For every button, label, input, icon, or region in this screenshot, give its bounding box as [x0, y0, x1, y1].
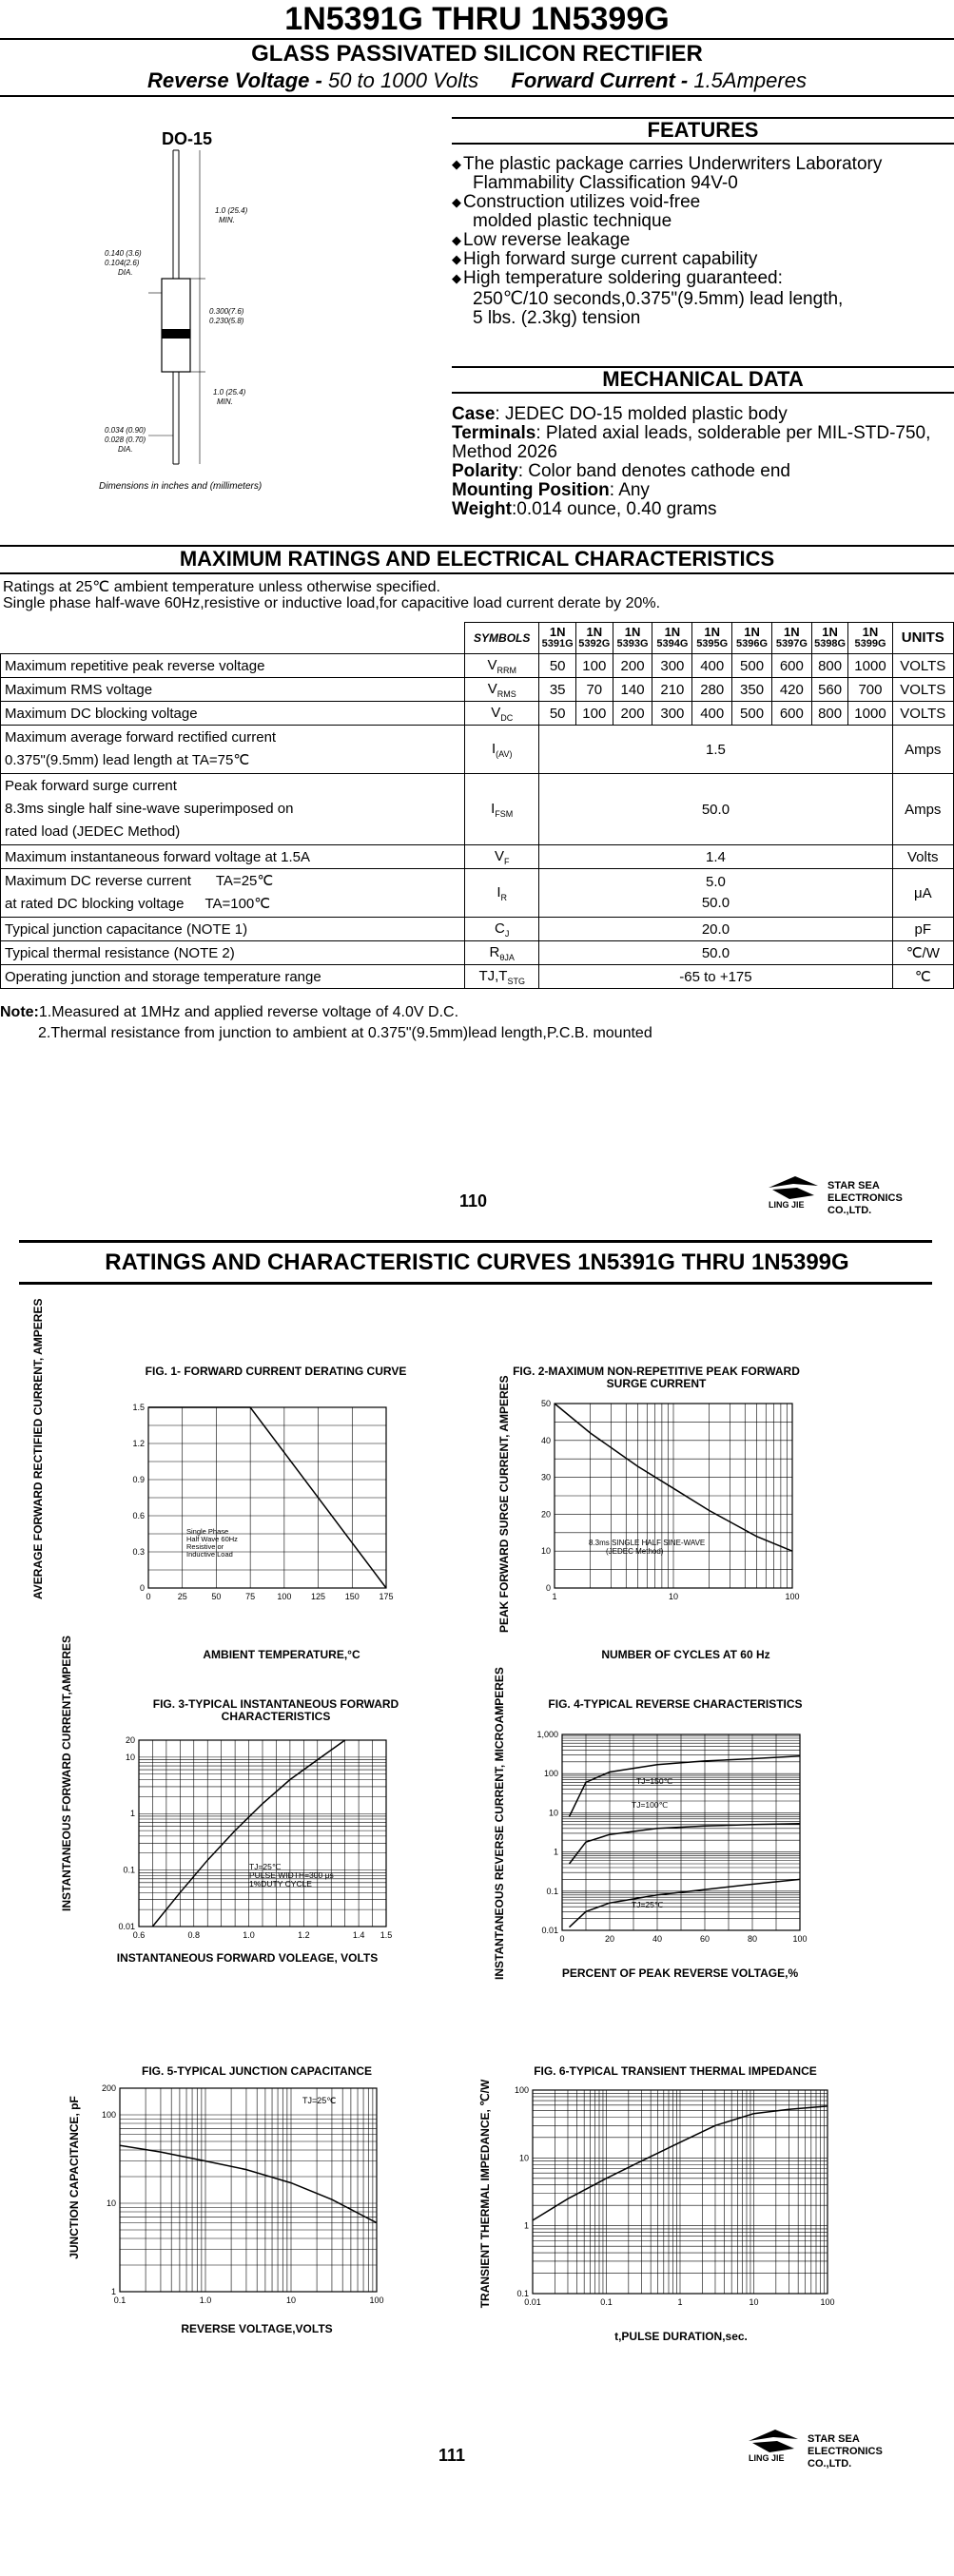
features-heading: FEATURES [647, 118, 759, 142]
page-title: 1N5391G THRU 1N5399G [284, 1, 670, 37]
table-row: Peak forward surge current 8.3ms single half sine-wave superimposed on rated load (JEDEC Method) $I_{FSM}$ 50.0 Amps [1, 774, 954, 845]
part-header: 1N 5396G [732, 623, 772, 654]
package-name: DO-15 [162, 129, 213, 148]
table-row: Typical junction capacitance (NOTE 1) $C_J$ 20.0 pF [1, 918, 954, 941]
bullet-icon: ◆ [452, 233, 461, 247]
series-line [570, 1879, 801, 1927]
x-tick-label: 175 [379, 1592, 394, 1601]
note-2: 2.Thermal resistance from junction to ambient at 0.375"(9.5mm)lead length,P.C.B. mounted [38, 1025, 652, 1041]
x-tick-label: 10 [749, 2297, 759, 2307]
ratings-note-2: Single phase half-wave 60Hz,resistive or inductive load,for capacitive load current derate by 20%. [3, 595, 661, 611]
dim-lead-diameter: 0.034 (0.90) 0.028 (0.70) DIA. [105, 426, 146, 454]
x-tick-label: 0.1 [600, 2297, 613, 2307]
x-tick-label: 1 [552, 1592, 557, 1601]
table-row: Maximum repetitive peak reverse voltage $V_{RRM}$ 50 100 200 300 400 500 600 800 1000 VOLTS [1, 654, 954, 678]
y-tick-label: 1 [523, 2220, 529, 2231]
feature-item: ◆ Low reverse leakage [452, 230, 631, 250]
y-tick-label: 0 [545, 1583, 551, 1593]
curves-rule-top [19, 1240, 932, 1243]
features-rule-bottom [452, 143, 954, 145]
series-line [570, 1824, 801, 1864]
y-tick-label: 10 [540, 1546, 551, 1557]
mech-terminals: Terminals: Plated axial leads, solderable per MIL-STD-750, [452, 423, 931, 443]
table-row: Typical thermal resistance (NOTE 2) $R_{\theta JA}$ 50.0 ℃/W [1, 941, 954, 965]
fig4-xlabel: PERCENT OF PEAK REVERSE VOLTAGE,% [561, 1966, 799, 1980]
package-outline-drawing [57, 150, 304, 474]
y-tick-label: 0.01 [541, 1926, 558, 1935]
fig3-annotation: PULSE WIDTH=300 μs [249, 1870, 334, 1880]
fig1-annotation: Single Phase [186, 1527, 229, 1536]
x-tick-label: 10 [285, 2295, 297, 2305]
feature-item: ◆ High temperature soldering guaranteed: [452, 268, 783, 288]
fig1-annotation: Half Wave 60Hz [186, 1535, 238, 1543]
fig3-ylabel: INSTANTANEOUS FORWARD CURRENT,AMPERES [60, 1635, 73, 1911]
fig6-ylabel: TRANSIENT THERMAL IMPEDANCE, ℃/W [478, 2079, 492, 2309]
x-tick-label: 60 [699, 1934, 711, 1944]
y-tick-label: 100 [514, 2085, 529, 2095]
fig2-ylabel: PEAK FORWARD SURGE CURRENT, AMPERES [497, 1375, 511, 1633]
part-header: 1N 5392G [576, 623, 613, 654]
part-header: 1N 5399G [848, 623, 892, 654]
table-row: Operating junction and storage temperature range $TJ,T_{STG}$ -65 to +175 ℃ [1, 965, 954, 989]
series-label: TJ=25℃ [632, 1900, 664, 1909]
y-tick-label: 20 [125, 1735, 135, 1745]
feature-item-continued: 5 lbs. (2.3kg) tension [473, 308, 641, 328]
fig3-chart [120, 1736, 396, 1942]
bullet-icon: ◆ [452, 252, 461, 266]
curves-rule-bottom [19, 1282, 932, 1285]
fig3-xlabel: INSTANTANEOUS FORWARD VOLEAGE, VOLTS [116, 1951, 379, 1965]
part-header: 1N 5397G [771, 623, 811, 654]
y-tick-label: 0.1 [123, 1865, 135, 1875]
reverse-voltage-value: 50 to 1000 Volts [327, 68, 479, 92]
dimensions-caption: Dimensions in inches and (millimeters) [99, 481, 263, 492]
company-logo: LING JIE STAR SEA ELECTRONICS CO.,LTD. [747, 2428, 804, 2459]
y-tick-label: 1,000 [536, 1730, 558, 1739]
ratings-note-1: Ratings at 25℃ ambient temperature unless otherwise specified. [3, 579, 440, 595]
y-tick-label: 1.5 [132, 1403, 145, 1412]
forward-current-label: Forward Current - [511, 68, 694, 92]
mech-weight: Weight:0.014 ounce, 0.40 grams [452, 499, 717, 519]
page-number: 110 [459, 1191, 488, 1211]
y-tick-label: 30 [540, 1472, 551, 1482]
feature-item: ◆ High forward surge current capability [452, 249, 758, 269]
note-1: Note:1.Measured at 1MHz and applied reverse voltage of 4.0V D.C. [0, 1004, 459, 1020]
dim-lead-bottom: 1.0 (25.4) MIN. [213, 388, 246, 406]
curves-title: RATINGS AND CHARACTERISTIC CURVES 1N5391G THRU 1N5399G [105, 1249, 849, 1275]
x-tick-label: 100 [785, 1592, 800, 1601]
y-tick-label: 10 [106, 2198, 116, 2208]
fig4-chart [536, 1727, 817, 1961]
fig6-chart [504, 2084, 847, 2313]
x-tick-label: 100 [369, 2295, 384, 2305]
y-tick-label: 1 [129, 1809, 135, 1819]
x-tick-label: 1.0 [243, 1930, 255, 1940]
table-row: Maximum average forward rectified current 0.375"(9.5mm) lead length at TA=75℃ $I_{(AV)}$ 1.5 Amps [1, 726, 954, 774]
table-row: Maximum instantaneous forward voltage at 1.5A $V_F$ 1.4 Volts [1, 845, 954, 869]
fig6-title: FIG. 6-TYPICAL TRANSIENT THERMAL IMPEDANCE [534, 2064, 817, 2078]
ratings-rule-bottom [0, 572, 954, 574]
fig1-xlabel: AMBIENT TEMPERATURE,°C [203, 1648, 360, 1661]
symbols-header: SYMBOLS [465, 623, 539, 654]
part-header: 1N 5394G [652, 623, 692, 654]
x-tick-label: 0.1 [113, 2295, 127, 2305]
mech-rule-bottom [452, 392, 954, 394]
series-line [570, 1756, 801, 1817]
fig6-xlabel: t,PULSE DURATION,sec. [614, 2330, 748, 2343]
y-tick-label: 1 [553, 1847, 558, 1857]
part-header: 1N 5395G [692, 623, 732, 654]
y-tick-label: 20 [540, 1509, 551, 1520]
y-tick-label: 0 [139, 1583, 145, 1593]
dim-lead-top: 1.0 (25.4) MIN. [215, 206, 248, 224]
fig5-ylabel: JUNCTION CAPACITANCE, pF [68, 2096, 81, 2259]
x-tick-label: 40 [652, 1934, 663, 1944]
feature-item-continued: molded plastic technique [473, 211, 672, 231]
rating-summary [0, 68, 954, 93]
part-header: 1N 5391G [539, 623, 576, 654]
table-row: Maximum DC blocking voltage $V_{DC}$ 50 100 200 300 400 500 600 800 1000 VOLTS [1, 702, 954, 726]
y-tick-label: 1.2 [132, 1439, 145, 1448]
fig5-xlabel: REVERSE VOLTAGE,VOLTS [181, 2322, 333, 2335]
y-tick-label: 0.9 [132, 1475, 145, 1484]
x-tick-label: 1.0 [199, 2295, 212, 2305]
x-tick-label: 50 [211, 1592, 222, 1601]
y-tick-label: 200 [101, 2083, 116, 2093]
x-tick-label: 1.5 [380, 1930, 393, 1940]
table-row: Maximum DC reverse current TA=25℃ at rated DC blocking voltage TA=100℃ $I_R$ 5.0 50.0 μA [1, 869, 954, 918]
title-rule [0, 38, 954, 40]
x-tick-label: 0.01 [524, 2297, 541, 2307]
part-header: 1N 5393G [613, 623, 652, 654]
y-tick-label: 50 [540, 1399, 551, 1408]
x-tick-label: 100 [277, 1592, 292, 1601]
x-tick-label: 0.8 [187, 1930, 201, 1940]
page-number: 111 [438, 2446, 466, 2465]
x-tick-label: 20 [604, 1934, 615, 1944]
y-tick-label: 0.01 [118, 1922, 135, 1931]
x-tick-label: 0 [146, 1592, 151, 1601]
mech-mounting: Mounting Position: Any [452, 480, 650, 500]
forward-current-value: 1.5Amperes [693, 68, 807, 92]
company-logo-mark [767, 1174, 824, 1201]
bullet-icon: ◆ [452, 271, 461, 285]
x-tick-label: 1.4 [352, 1930, 365, 1940]
y-tick-label: 100 [543, 1769, 558, 1779]
y-tick-label: 0.3 [132, 1547, 145, 1557]
x-tick-label: 0.6 [132, 1930, 146, 1940]
fig2-title: FIG. 2-MAXIMUM NON-REPETITIVE PEAK FORWARD SURGE CURRENT [513, 1365, 800, 1390]
fig4-title: FIG. 4-TYPICAL REVERSE CHARACTERISTICS [548, 1697, 803, 1711]
series-line [120, 2145, 377, 2222]
y-tick-label: 100 [101, 2109, 116, 2120]
x-tick-label: 10 [668, 1592, 679, 1601]
fig4-ylabel: INSTANTANEOUS REVERSE CURRENT, MICROAMPERES [493, 1667, 506, 1980]
header-rule [0, 95, 954, 97]
ratings-heading: MAXIMUM RATINGS AND ELECTRICAL CHARACTERISTICS [179, 547, 775, 571]
series-label: TJ=150℃ [636, 1776, 673, 1786]
x-tick-label: 1 [677, 2297, 683, 2307]
series-label: TJ=100℃ [632, 1800, 669, 1810]
x-tick-label: 1.2 [298, 1930, 310, 1940]
feature-item: ◆ The plastic package carries Underwriters Laboratory [452, 154, 883, 174]
x-tick-label: 0 [559, 1934, 565, 1944]
part-header: 1N 5398G [811, 623, 848, 654]
y-tick-label: 1 [110, 2287, 116, 2296]
x-tick-label: 150 [344, 1592, 360, 1601]
x-tick-label: 80 [747, 1934, 758, 1944]
ratings-table [0, 622, 954, 989]
feature-item-continued: 250℃/10 seconds,0.375"(9.5mm) lead length, [473, 289, 844, 309]
fig3-annotation: TJ=25℃ [249, 1862, 282, 1871]
y-tick-label: 10 [518, 2153, 529, 2163]
fig1-chart [129, 1398, 405, 1626]
page-subtitle: GLASS PASSIVATED SILICON RECTIFIER [251, 41, 703, 67]
units-header: UNITS [892, 623, 953, 654]
fig1-annotation: Inductive Load [186, 1550, 233, 1559]
dim-body-diameter: 0.140 (3.6) 0.104(2.6) DIA. [105, 249, 142, 277]
x-tick-label: 25 [177, 1592, 187, 1601]
feature-item-continued: Flammability Classification 94V-0 [473, 173, 738, 193]
bullet-icon: ◆ [452, 195, 461, 209]
x-tick-label: 75 [245, 1592, 256, 1601]
mechanical-heading: MECHANICAL DATA [602, 367, 804, 391]
fig1-ylabel: AVERAGE FORWARD RECTIFIED CURRENT, AMPERES [31, 1298, 45, 1599]
y-tick-label: 40 [540, 1435, 551, 1445]
x-tick-label: 100 [820, 2297, 835, 2307]
dim-body-length: 0.300(7.6) 0.230(5.8) [209, 307, 244, 325]
fig3-annotation: 1%DUTY CYCLE [249, 1879, 312, 1888]
fig3-title: FIG. 3-TYPICAL INSTANTANEOUS FORWARD CHARACTERISTICS [152, 1697, 399, 1723]
fig5-annotation: TJ=25℃ [302, 2096, 337, 2105]
y-tick-label: 0.1 [516, 2289, 529, 2298]
feature-item: ◆ Construction utilizes void-free [452, 192, 701, 212]
company-logo-mark [747, 2428, 804, 2454]
y-tick-label: 10 [548, 1808, 558, 1818]
table-row: Maximum RMS voltage $V_{RMS}$ 35 70 140 210 280 350 420 560 700 VOLTS [1, 678, 954, 702]
reverse-voltage-label: Reverse Voltage - [147, 68, 328, 92]
mech-terminals-cont: Method 2026 [452, 442, 557, 462]
fig5-chart [91, 2082, 396, 2311]
bullet-icon: ◆ [452, 157, 461, 171]
mech-polarity: Polarity: Color band denotes cathode end [452, 461, 790, 481]
fig2-chart [534, 1398, 809, 1626]
fig5-title: FIG. 5-TYPICAL JUNCTION CAPACITANCE [141, 2064, 372, 2078]
y-tick-label: 10 [125, 1752, 135, 1762]
fig2-annotation: (JEDEC Method) [606, 1547, 664, 1556]
mech-case: Case: JEDEC DO-15 molded plastic body [452, 404, 788, 424]
x-tick-label: 100 [792, 1934, 808, 1944]
fig1-annotation: Resistive or [186, 1542, 224, 1551]
y-tick-label: 0.1 [546, 1886, 558, 1896]
fig2-xlabel: NUMBER OF CYCLES AT 60 Hz [601, 1648, 770, 1661]
fig1-title: FIG. 1- FORWARD CURRENT DERATING CURVE [145, 1365, 407, 1378]
x-tick-label: 125 [311, 1592, 326, 1601]
company-logo: LING JIE STAR SEA ELECTRONICS CO.,LTD. [767, 1174, 824, 1206]
table-header-row [1, 623, 954, 654]
fig2-annotation: 8.3ms SINGLE HALF SINE-WAVE [589, 1539, 706, 1547]
y-tick-label: 0.6 [132, 1511, 145, 1520]
